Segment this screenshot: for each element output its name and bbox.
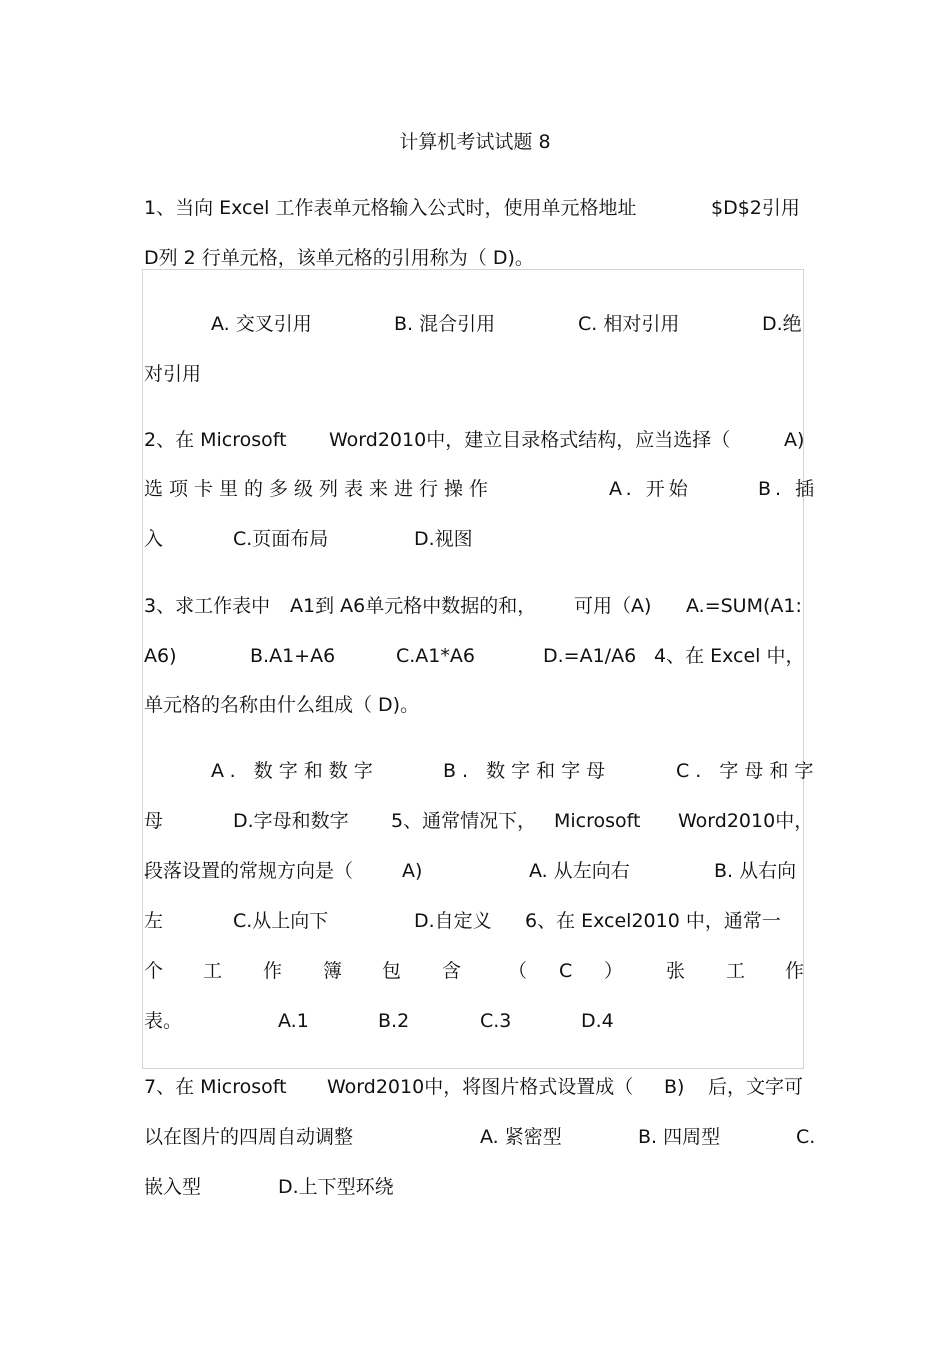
q5-stem-a: 5、通常情况下， [391, 810, 537, 832]
q3-line-1 [144, 591, 806, 621]
q5-stem-c: Word2010中， [678, 810, 814, 832]
q7-option-b: B. 四周型 [638, 1126, 721, 1148]
q3-option-c: C.A1*A6 [396, 645, 475, 667]
q6-option-d: D.4 [581, 1010, 614, 1032]
q1-stem-ref: $D$2引用 [711, 197, 800, 219]
q3-option-a-cont: A6) [144, 645, 177, 667]
q1-option-d-cont: 对引用 [144, 363, 202, 385]
q2-line-3 [144, 524, 806, 554]
q6-word: 作 [785, 960, 805, 982]
q7-option-a: A. 紧密型 [480, 1126, 562, 1148]
q5-stem-d: 段落设置的常规方向是（ [144, 860, 354, 882]
q7-option-d: D.上下型环绕 [278, 1176, 394, 1198]
q5-line-3 [144, 906, 806, 936]
q6-word: 包 [382, 960, 402, 982]
q1-option-d: D.绝 [762, 313, 802, 335]
q6-word: 含 [442, 960, 462, 982]
q6-stem-end: 表。 [144, 1010, 183, 1032]
q2-answer: A) [784, 429, 805, 451]
q5-option-d: D.自定义 [414, 910, 492, 932]
q1-line-2 [144, 243, 806, 273]
q1-option-c: C. 相对引用 [578, 313, 680, 335]
q6-stem-a: 6、在 Excel2010 中，通常一 [525, 910, 781, 932]
q7-answer: B) [664, 1076, 685, 1098]
q6-word: ） [604, 960, 624, 982]
q4-option-a: A. 数字和数字 [211, 760, 379, 782]
q2-stem-c: 选项卡里的多级列表来进行操作 [144, 478, 495, 500]
q5-option-c: C.从上向下 [233, 910, 329, 932]
q2-line-2 [144, 474, 819, 504]
q6-option-a: A.1 [278, 1010, 309, 1032]
q1-option-b: B. 混合引用 [394, 313, 496, 335]
q3-stem-b: A1到 A6单元格中数据的和， [290, 595, 537, 617]
q6-word: （ [508, 960, 528, 982]
q3-option-b: B.A1+A6 [250, 645, 336, 667]
q6-word: 工 [203, 960, 223, 982]
q4-option-c: C. 字母和字 [676, 760, 820, 782]
q6-word: 个 [144, 960, 164, 982]
q3-line-2 [144, 641, 806, 671]
q2-option-b: B. 插 [758, 478, 819, 500]
q7-stem-d: 以在图片的四周自动调整 [144, 1126, 354, 1148]
q7-stem-a: 7、在 Microsoft [144, 1076, 287, 1098]
q3-option-d: D.=A1/A6 [543, 645, 637, 667]
q4-stem-2: 单元格的名称由什么组成（ D)。 [144, 694, 420, 716]
q5-option-b-cont: 左 [144, 910, 164, 932]
q7-line-1 [144, 1072, 806, 1102]
q7-option-c-cont: 嵌入型 [144, 1176, 202, 1198]
q4-options-2 [144, 806, 814, 836]
q2-option-b-cont: 入 [144, 528, 164, 550]
q4-option-b: B. 数字和字母 [443, 760, 612, 782]
q7-option-c: C. [796, 1126, 816, 1148]
q1-options-2 [144, 359, 806, 389]
q4-stem: 4、在 Excel 中， [654, 645, 805, 667]
q6-option-c: C.3 [480, 1010, 512, 1032]
q5-stem-b: Microsoft [554, 810, 641, 832]
q7-stem-c: 后，文字可 [708, 1076, 804, 1098]
q2-line-1 [144, 425, 806, 455]
q1-stem: 1、当向 Excel 工作表单元格输入公式时，使用单元格地址 [144, 197, 637, 219]
q5-line-2 [144, 856, 806, 886]
q6-word: 工 [726, 960, 746, 982]
q7-line-3 [144, 1172, 806, 1202]
q5-answer: A) [402, 860, 423, 882]
q2-stem-b: Word2010中，建立目录格式结构，应当选择（ [329, 429, 731, 451]
q1-line-1 [144, 193, 806, 223]
q2-stem-a: 2、在 Microsoft [144, 429, 287, 451]
q7-line-2 [144, 1122, 816, 1152]
q3-option-a: A.=SUM(A1: [686, 595, 802, 617]
q4-option-c-cont: 母 [144, 810, 164, 832]
page-title: 计算机考试试题 8 [399, 131, 551, 153]
q6-word: 作 [263, 960, 283, 982]
q6-answer: C [559, 960, 573, 982]
q5-option-a: A. 从左向右 [529, 860, 630, 882]
q6-line-2 [144, 956, 806, 986]
q7-stem-b: Word2010中，将图片格式设置成（ [327, 1076, 634, 1098]
q6-word: 张 [666, 960, 686, 982]
q5-option-b: B. 从右向 [714, 860, 797, 882]
q3-stem-a: 3、求工作表中 [144, 595, 271, 617]
q2-option-c: C.页面布局 [233, 528, 329, 550]
q4-option-d: D.字母和数字 [233, 810, 349, 832]
q3-stem-c: 可用（A) [574, 595, 652, 617]
q6-word: 簿 [323, 960, 343, 982]
q1-options [144, 309, 806, 339]
q4-options [144, 756, 820, 786]
q2-option-d: D.视图 [414, 528, 473, 550]
q1-option-a: A. 交叉引用 [211, 313, 312, 335]
q6-line-3 [144, 1006, 806, 1036]
q4-line-2 [144, 690, 806, 720]
q2-option-a: A. 开始 [609, 478, 692, 500]
q6-option-b: B.2 [378, 1010, 410, 1032]
q1-stem-2: D列 2 行单元格，该单元格的引用称为（ D)。 [144, 247, 534, 269]
